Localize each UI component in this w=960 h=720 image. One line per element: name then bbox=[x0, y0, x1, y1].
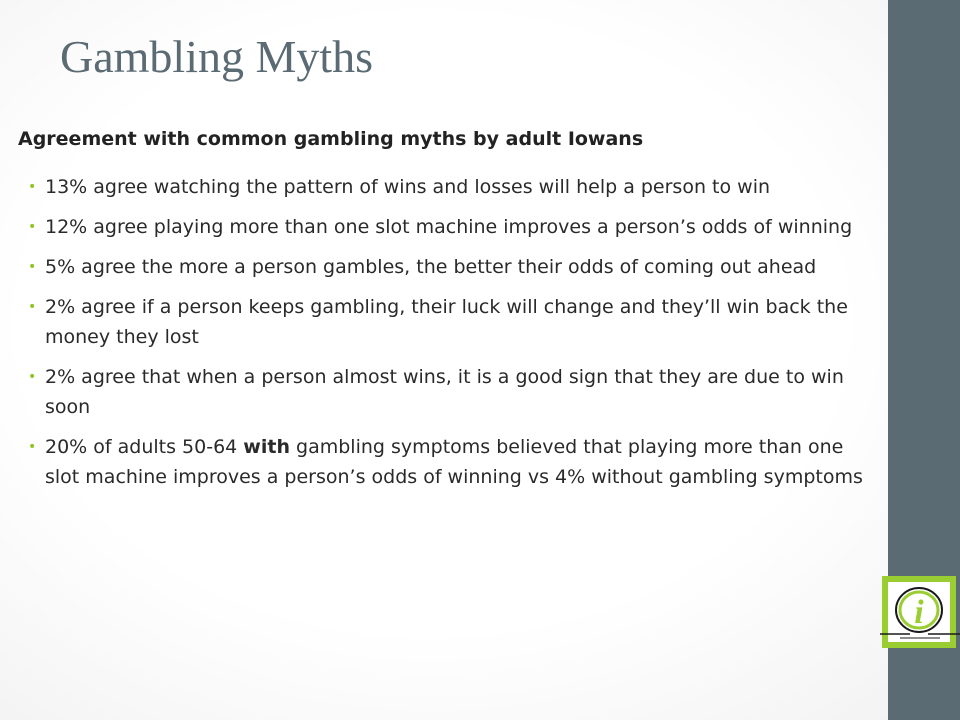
bullet-dot-icon: • bbox=[28, 219, 37, 235]
bullet-item bbox=[28, 292, 876, 352]
bullet-list bbox=[28, 172, 876, 502]
bullet-text: 13% agree watching the pattern of wins and losses will help a person to win bbox=[45, 176, 771, 198]
bullet-text bbox=[45, 436, 863, 488]
bullet-dot-icon: • bbox=[28, 179, 37, 195]
bullet-item bbox=[28, 252, 876, 282]
bullet-item bbox=[28, 172, 876, 202]
bullet-dot-icon: • bbox=[28, 259, 37, 275]
bullet-item bbox=[28, 212, 876, 242]
bullet-item bbox=[28, 432, 876, 492]
bullet-text-pre: 20% of adults 50-64 bbox=[45, 436, 244, 458]
bullet-dot-icon: • bbox=[28, 299, 37, 315]
slide-title: Gambling Myths bbox=[60, 31, 374, 82]
bullet-dot-icon: • bbox=[28, 439, 37, 455]
info-icon bbox=[880, 570, 960, 650]
bullet-text-post: gambling symptoms believed that playing more than one slot machine improves a person’s odds of winning vs 4% without gambling symptoms bbox=[45, 436, 863, 488]
bullet-item bbox=[28, 362, 876, 422]
bullet-text: 2% agree if a person keeps gambling, their luck will change and they’ll win back the money they lost bbox=[45, 296, 848, 348]
bullet-text: 12% agree playing more than one slot machine improves a person’s odds of winning bbox=[45, 216, 853, 238]
slide-subtitle: Agreement with common gambling myths by adult Iowans bbox=[18, 128, 644, 150]
bullet-text: 5% agree the more a person gambles, the better their odds of coming out ahead bbox=[45, 256, 817, 278]
svg-text:i: i bbox=[914, 594, 924, 631]
bullet-text-emphasis: with bbox=[243, 436, 290, 458]
bullet-dot-icon: • bbox=[28, 369, 37, 385]
bullet-text: 2% agree that when a person almost wins, it is a good sign that they are due to win soon bbox=[45, 366, 844, 418]
